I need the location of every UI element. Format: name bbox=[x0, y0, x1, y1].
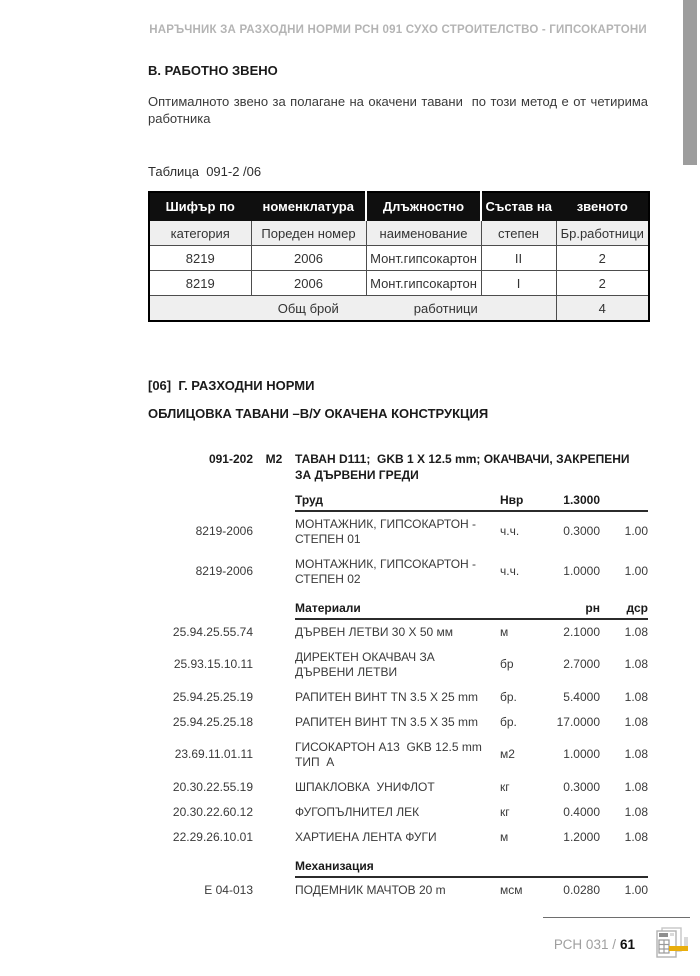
norm-section-header bbox=[295, 859, 648, 878]
crew-table-total-row bbox=[149, 296, 649, 322]
norm-section-header bbox=[295, 601, 648, 620]
crew-cell-category: 8219 bbox=[149, 271, 251, 296]
norm-row-unit: ч.ч. bbox=[500, 564, 520, 578]
norm-row-dsr: 1.00 bbox=[624, 564, 648, 578]
norm-row-description: ШПАКЛОВКА УНИФЛОТ bbox=[295, 779, 435, 794]
crew-table-caption: Таблица 091-2 /06 bbox=[148, 164, 262, 180]
norm-section-col-dsr: дср bbox=[626, 600, 648, 615]
norm-row bbox=[148, 775, 648, 800]
norm-section-col-unit: Нвр bbox=[500, 492, 524, 507]
norm-row-description: ДЪРВЕН ЛЕТВИ 30 Х 50 мм bbox=[295, 624, 454, 639]
crew-header-cell: звеното bbox=[556, 192, 649, 221]
crew-header-cell: Шифър по bbox=[149, 192, 251, 221]
norm-row-unit: м bbox=[500, 624, 509, 639]
crew-total-label-left: Общ брой bbox=[277, 300, 339, 316]
norm-row-code: 22.29.26.10.01 bbox=[172, 829, 253, 844]
footer-page-number: 61 bbox=[619, 936, 635, 952]
norm-row-code: 25.94.25.25.19 bbox=[172, 689, 253, 704]
norm-row-quantity: 1.0000 bbox=[563, 747, 600, 761]
crew-subheader-cell: наименование bbox=[366, 221, 481, 246]
crew-cell-count: 2 bbox=[556, 271, 649, 296]
norm-row-quantity: 0.3000 bbox=[563, 524, 600, 538]
norm-row-quantity: 1.0000 bbox=[563, 564, 600, 578]
norm-section bbox=[148, 859, 648, 903]
norm-row-code: 25.94.25.25.18 bbox=[172, 714, 253, 729]
norm-row-code: Е 04-013 bbox=[204, 882, 253, 897]
norm-row-code: 23.69.11.01.11 bbox=[174, 747, 253, 761]
norm-row-code: 20.30.22.55.19 bbox=[172, 779, 253, 794]
norm-row-unit: бр. bbox=[500, 689, 517, 704]
section-g-title: [06] Г. РАЗХОДНИ НОРМИ bbox=[148, 378, 315, 394]
norm-measure-unit: М2 bbox=[265, 452, 283, 467]
section-b-title: В. РАБОТНО ЗВЕНО bbox=[148, 63, 278, 78]
norm-row-code: 25.93.15.10.11 bbox=[173, 657, 253, 671]
norm-row bbox=[148, 710, 648, 735]
norm-row-unit: мсм bbox=[500, 882, 523, 897]
norm-row-dsr: 1.08 bbox=[624, 657, 648, 671]
crew-table bbox=[148, 191, 650, 322]
crew-total-label-cell bbox=[149, 296, 556, 322]
crew-cell-grade: II bbox=[481, 246, 556, 271]
norm-row-dsr: 1.00 bbox=[624, 882, 648, 897]
norm-row-description: ПОДЕМНИК МАЧТОВ 20 m bbox=[295, 882, 446, 897]
crew-header-cell: номенклатура bbox=[251, 192, 366, 221]
norm-section-title: Механизация bbox=[295, 858, 374, 873]
norm-row-dsr: 1.08 bbox=[624, 747, 648, 761]
norm-row-unit: ч.ч. bbox=[500, 524, 520, 538]
crew-cell-number: 2006 bbox=[251, 246, 366, 271]
page-footer bbox=[543, 917, 690, 961]
norm-row-dsr: 1.08 bbox=[624, 689, 648, 704]
section-g-subtitle: ОБЛИЦОВКА ТАВАНИ –В/У ОКАЧЕНА КОНСТРУКЦИЯ bbox=[148, 406, 489, 422]
norm-row-dsr: 1.08 bbox=[624, 779, 648, 794]
norm-row-quantity: 17.0000 bbox=[556, 714, 600, 729]
norm-row-unit: м2 bbox=[500, 747, 515, 761]
norm-row-quantity: 0.4000 bbox=[563, 804, 600, 819]
norm-section-col-qty: 1.3000 bbox=[563, 492, 600, 507]
crew-cell-name: Монт.гипсокартон bbox=[366, 271, 481, 296]
norm-section-header bbox=[295, 493, 648, 512]
norm-row-dsr: 1.00 bbox=[624, 524, 648, 538]
document-header: НАРЪЧНИК ЗА РАЗХОДНИ НОРМИ РСН 091 СУХО СТРОИТЕЛСТВО - ГИПСОКАРТОНИ bbox=[149, 24, 647, 36]
crew-subheader-cell: Пореден номер bbox=[251, 221, 366, 246]
norm-section-rows bbox=[148, 620, 648, 850]
norm-row-description: ДИРЕКТЕН ОКАЧВАЧ ЗА ДЪРВЕНИ ЛЕТВИ bbox=[295, 649, 439, 679]
norm-row-description: РАПИТЕН ВИНТ TN 3.5 X 25 mm bbox=[295, 689, 478, 704]
norm-title: ТАВАН D111; GKB 1 X 12.5 mm; ОКАЧВАЧИ, ЗАКРЕПЕНИ ЗА ДЪРВЕНИ ГРЕДИ bbox=[295, 452, 633, 482]
norm-row-quantity: 2.7000 bbox=[563, 657, 600, 671]
crew-cell-grade: I bbox=[481, 271, 556, 296]
crew-cell-number: 2006 bbox=[251, 271, 366, 296]
norm-row bbox=[148, 552, 648, 592]
norm-row bbox=[148, 800, 648, 825]
norm-row-unit: кг bbox=[500, 804, 510, 819]
norm-row bbox=[148, 878, 648, 903]
norm-row bbox=[148, 825, 648, 850]
norm-row-quantity: 1.2000 bbox=[563, 829, 600, 844]
norm-row-description: МОНТАЖНИК, ГИПСОКАРТОН - СТЕПЕН 02 bbox=[295, 556, 480, 586]
crew-cell-category: 8219 bbox=[149, 246, 251, 271]
page-content bbox=[148, 0, 652, 903]
norm-row-description: ФУГОПЪЛНИТЕЛ ЛЕК bbox=[295, 804, 420, 819]
crew-subheader-cell: степен bbox=[481, 221, 556, 246]
norm-section-title: Труд bbox=[295, 492, 324, 507]
norm-row-dsr: 1.08 bbox=[624, 829, 648, 844]
norm-row-code: 8219-2006 bbox=[195, 564, 253, 578]
norm-row-code: 20.30.22.60.12 bbox=[172, 804, 253, 819]
norm-row-description: ХАРТИЕНА ЛЕНТА ФУГИ bbox=[295, 829, 437, 844]
crew-cell-count: 2 bbox=[556, 246, 649, 271]
section-b-paragraph: Оптималното звено за полагане на окачени тавани по този метод е от четирима работника bbox=[148, 94, 652, 127]
norm-header-row bbox=[148, 452, 648, 483]
norm-section-rows bbox=[148, 878, 648, 903]
crew-header-cell: Длъжностно bbox=[366, 192, 481, 221]
norm-section-title: Материали bbox=[295, 600, 361, 615]
norm-row-code: 25.94.25.55.74 bbox=[172, 624, 253, 639]
crew-table-header-row bbox=[149, 192, 649, 221]
crew-cell-name: Монт.гипсокартон bbox=[366, 246, 481, 271]
crew-subheader-cell: категория bbox=[149, 221, 251, 246]
norm-row-unit: бр. bbox=[500, 714, 517, 729]
footer-doc-label: РСН 031 / bbox=[553, 936, 616, 952]
norm-row bbox=[148, 645, 648, 685]
crew-header-cell: Състав на bbox=[481, 192, 556, 221]
norm-row-dsr: 1.08 bbox=[624, 804, 648, 819]
norm-row-unit: кг bbox=[500, 779, 510, 794]
crew-table-row bbox=[149, 246, 649, 271]
crew-table-subheader-row bbox=[149, 221, 649, 246]
page-edge-tab bbox=[683, 0, 697, 165]
norm-block bbox=[148, 452, 648, 902]
norm-row bbox=[148, 685, 648, 710]
norm-code: 091-202 bbox=[208, 452, 253, 467]
crew-total-label-right: работници bbox=[413, 300, 478, 316]
norm-row-description: ГИСОКАРТОН А13 GKB 12.5 mm ТИП А bbox=[295, 739, 486, 769]
norm-row-quantity: 5.4000 bbox=[563, 689, 600, 704]
norm-section-rows bbox=[148, 512, 648, 592]
norm-row bbox=[148, 735, 648, 775]
norm-row-quantity: 2.1000 bbox=[563, 624, 600, 639]
norm-section-col-qty: рн bbox=[585, 600, 600, 615]
norm-row-description: РАПИТЕН ВИНТ TN 3.5 X 35 mm bbox=[295, 714, 478, 729]
publisher-logo-icon bbox=[653, 927, 690, 961]
norm-row bbox=[148, 512, 648, 552]
crew-table-row bbox=[149, 271, 649, 296]
norm-row-unit: бр bbox=[500, 657, 514, 671]
norm-row-dsr: 1.08 bbox=[624, 714, 648, 729]
crew-total-value: 4 bbox=[556, 296, 649, 322]
norm-row-description: МОНТАЖНИК, ГИПСОКАРТОН - СТЕПЕН 01 bbox=[295, 516, 480, 546]
norm-section bbox=[148, 493, 648, 592]
norm-row-code: 8219-2006 bbox=[195, 524, 253, 538]
norm-row-quantity: 0.0280 bbox=[563, 882, 600, 897]
norm-section bbox=[148, 601, 648, 850]
norm-row bbox=[148, 620, 648, 645]
norm-row-dsr: 1.08 bbox=[624, 624, 648, 639]
norm-row-quantity: 0.3000 bbox=[563, 779, 600, 794]
norm-row-unit: м bbox=[500, 829, 509, 844]
crew-subheader-cell: Бр.работници bbox=[556, 221, 649, 246]
